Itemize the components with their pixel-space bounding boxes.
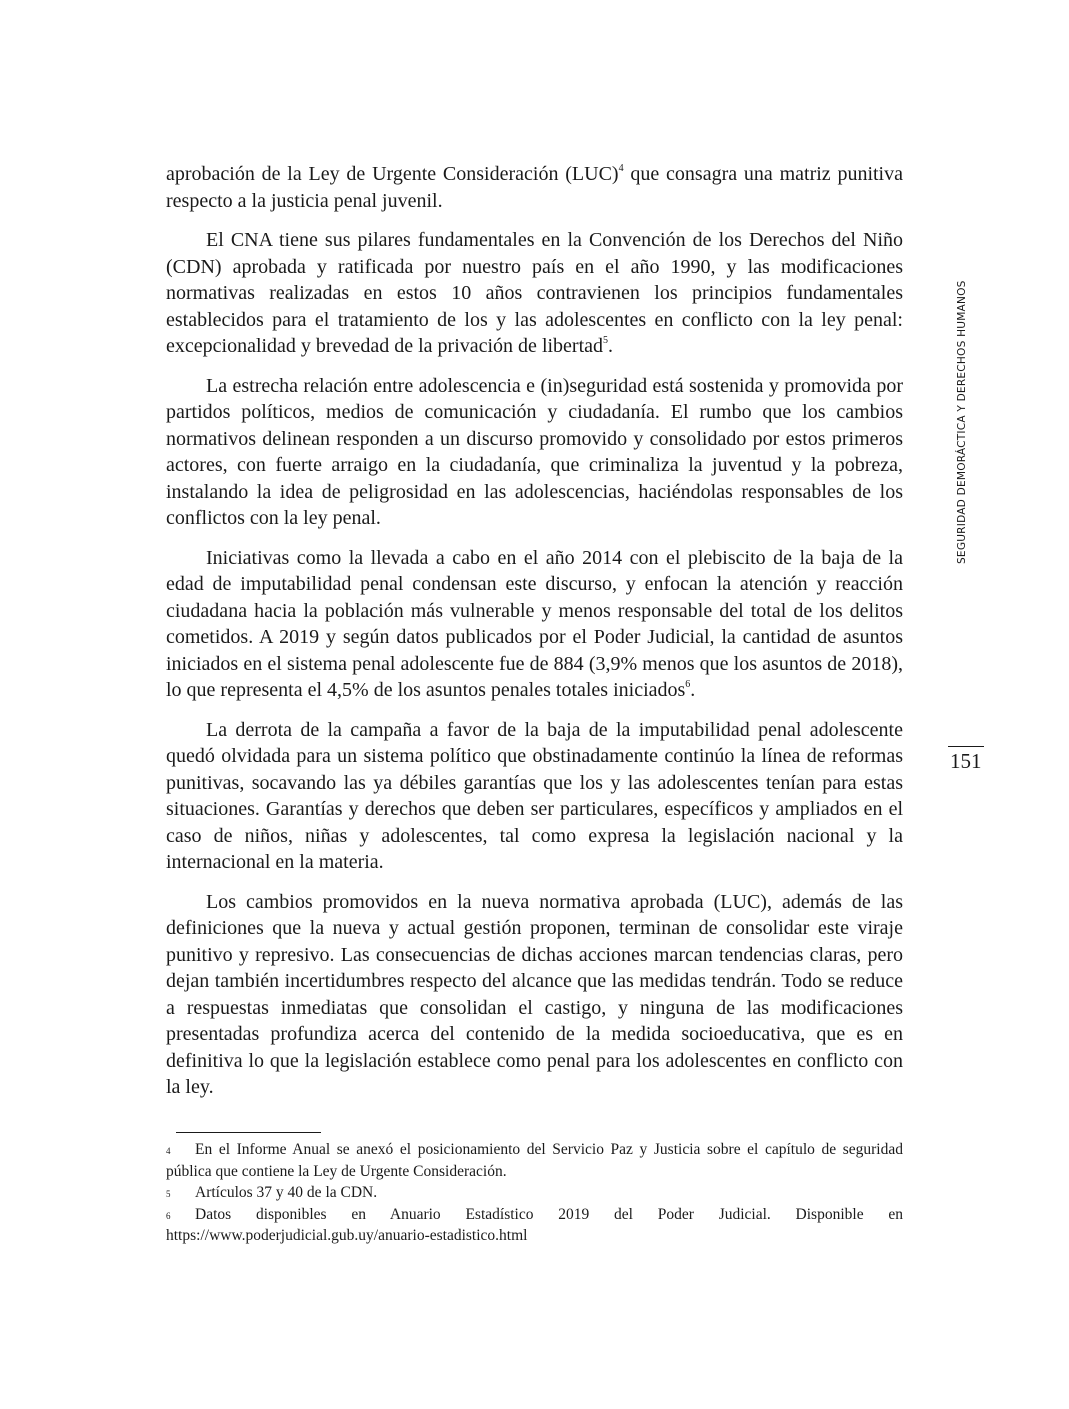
main-body-text — [166, 161, 903, 1114]
footnote-number: 6 — [166, 1210, 171, 1221]
paragraph-text: aprobación de la Ley de Urgente Consideración (LUC) — [166, 163, 619, 185]
paragraph — [166, 545, 903, 704]
paragraph-text: que consagra una matriz punitiva respecto a la justicia penal juvenil. — [166, 163, 903, 212]
footnote-reference: 6 — [685, 679, 691, 691]
footnote-number: 4 — [166, 1146, 171, 1156]
page-number: 151 — [950, 749, 982, 773]
footnote-separator — [176, 1132, 321, 1133]
footnote — [166, 1204, 903, 1247]
footnote-number: 5 — [166, 1189, 171, 1199]
footnote — [166, 1182, 903, 1204]
footnote-text: Artículos 37 y 40 de la CDN. — [195, 1184, 378, 1201]
paragraph — [166, 889, 903, 1101]
paragraph-text: La estrecha relación entre adolescencia e (in)seguridad está sostenida y promovida por partidos políticos, medios de comunicación y ciudadanía. El rumbo que los cambios normativos delinean responden a un discurso promovido y consolidado por estos primeros actores, con fuerte arraigo en la ciudadanía, que criminaliza la juventud y la pobreza, instalando la idea de peligrosidad en las adolescencias, haciéndolas responsables de los conflictos con la ley penal. — [166, 374, 903, 529]
paragraph-text: . — [690, 679, 696, 701]
paragraph — [166, 227, 903, 360]
paragraph — [166, 161, 903, 214]
footnote — [166, 1139, 903, 1182]
footnote-reference: 5 — [603, 335, 609, 347]
running-header: SEGURIDAD DEMORÁCTICA Y DERECHOS HUMANOS — [956, 280, 968, 564]
paragraph-text: La derrota de la campaña a favor de la baja de la imputabilidad penal adolescente quedó olvidada para un sistema político que obstinadamente continúo la línea de reformas punitivas, socavando las ya débiles garantías que los y las adolescentes tenían para estas situaciones. Garantías y derechos que deben ser particulares, específicos y ampliados en el caso de niños, niñas y adolescentes, tal como expresa la legislación nacional y la internacional en la materia. — [166, 718, 903, 873]
paragraph — [166, 373, 903, 532]
footnotes — [166, 1139, 903, 1247]
footnote-text: En el Informe Anual se anexó el posicionamiento del Servicio Paz y Justicia sobre el capítulo de seguridad pública que contiene la Ley de Urgente Consideración. — [166, 1141, 903, 1180]
footnote-text: Datos disponibles en Anuario Estadístico 2019 del Poder Judicial. Disponible en https://www.poderjudicial.gub.uy/anuario-estadistico.html — [166, 1205, 903, 1244]
footnote-reference: 4 — [618, 163, 624, 175]
paragraph-text: El CNA tiene sus pilares fundamentales en la Convención de los Derechos del Niño (CDN) aprobada y ratificada por nuestro país en el año 1990, y las modificaciones normativas realizadas en estos 10 años contravienen los principios fundamentales establecidos para el tratamiento de los y las adolescentes en conflicto con la ley penal: excepcionalidad y brevedad de la privación de libertad — [166, 229, 903, 357]
paragraph-text: Los cambios promovidos en la nueva normativa aprobada (LUC), además de las definiciones que la nueva y actual gestión proponen, terminan de consolidar este viraje punitivo y represivo. Las consecuencias de dichas acciones marcan tendencias claras, pero dejan también incertidumbres respecto del alcance que las medidas tendrán. Todo se reduce a respuestas inmediatas que consolidan el castigo, y ninguna de las modificaciones presentadas profundiza acerca del contenido de la medida socioeducativa, que es en definitiva lo que la legislación establece como penal para los adolescentes en conflicto con la ley. — [166, 890, 903, 1098]
page-number-rule — [948, 746, 984, 747]
paragraph-text: Iniciativas como la llevada a cabo en el año 2014 con el plebiscito de la baja de la edad de imputabilidad penal condensan este discurso, y enfocan la atención y reacción ciudadana hacia la población más vulnerable y menos responsable del total de los delitos cometidos. A 2019 y según datos publicados por el Poder Judicial, la cantidad de asuntos iniciados en el sistema penal adolescente fue de 884 (3,9% menos que los asuntos de 2018), lo que representa el 4,5% de los asuntos penales totales iniciados — [166, 546, 903, 701]
paragraph — [166, 717, 903, 876]
paragraph-text: . — [608, 335, 614, 357]
